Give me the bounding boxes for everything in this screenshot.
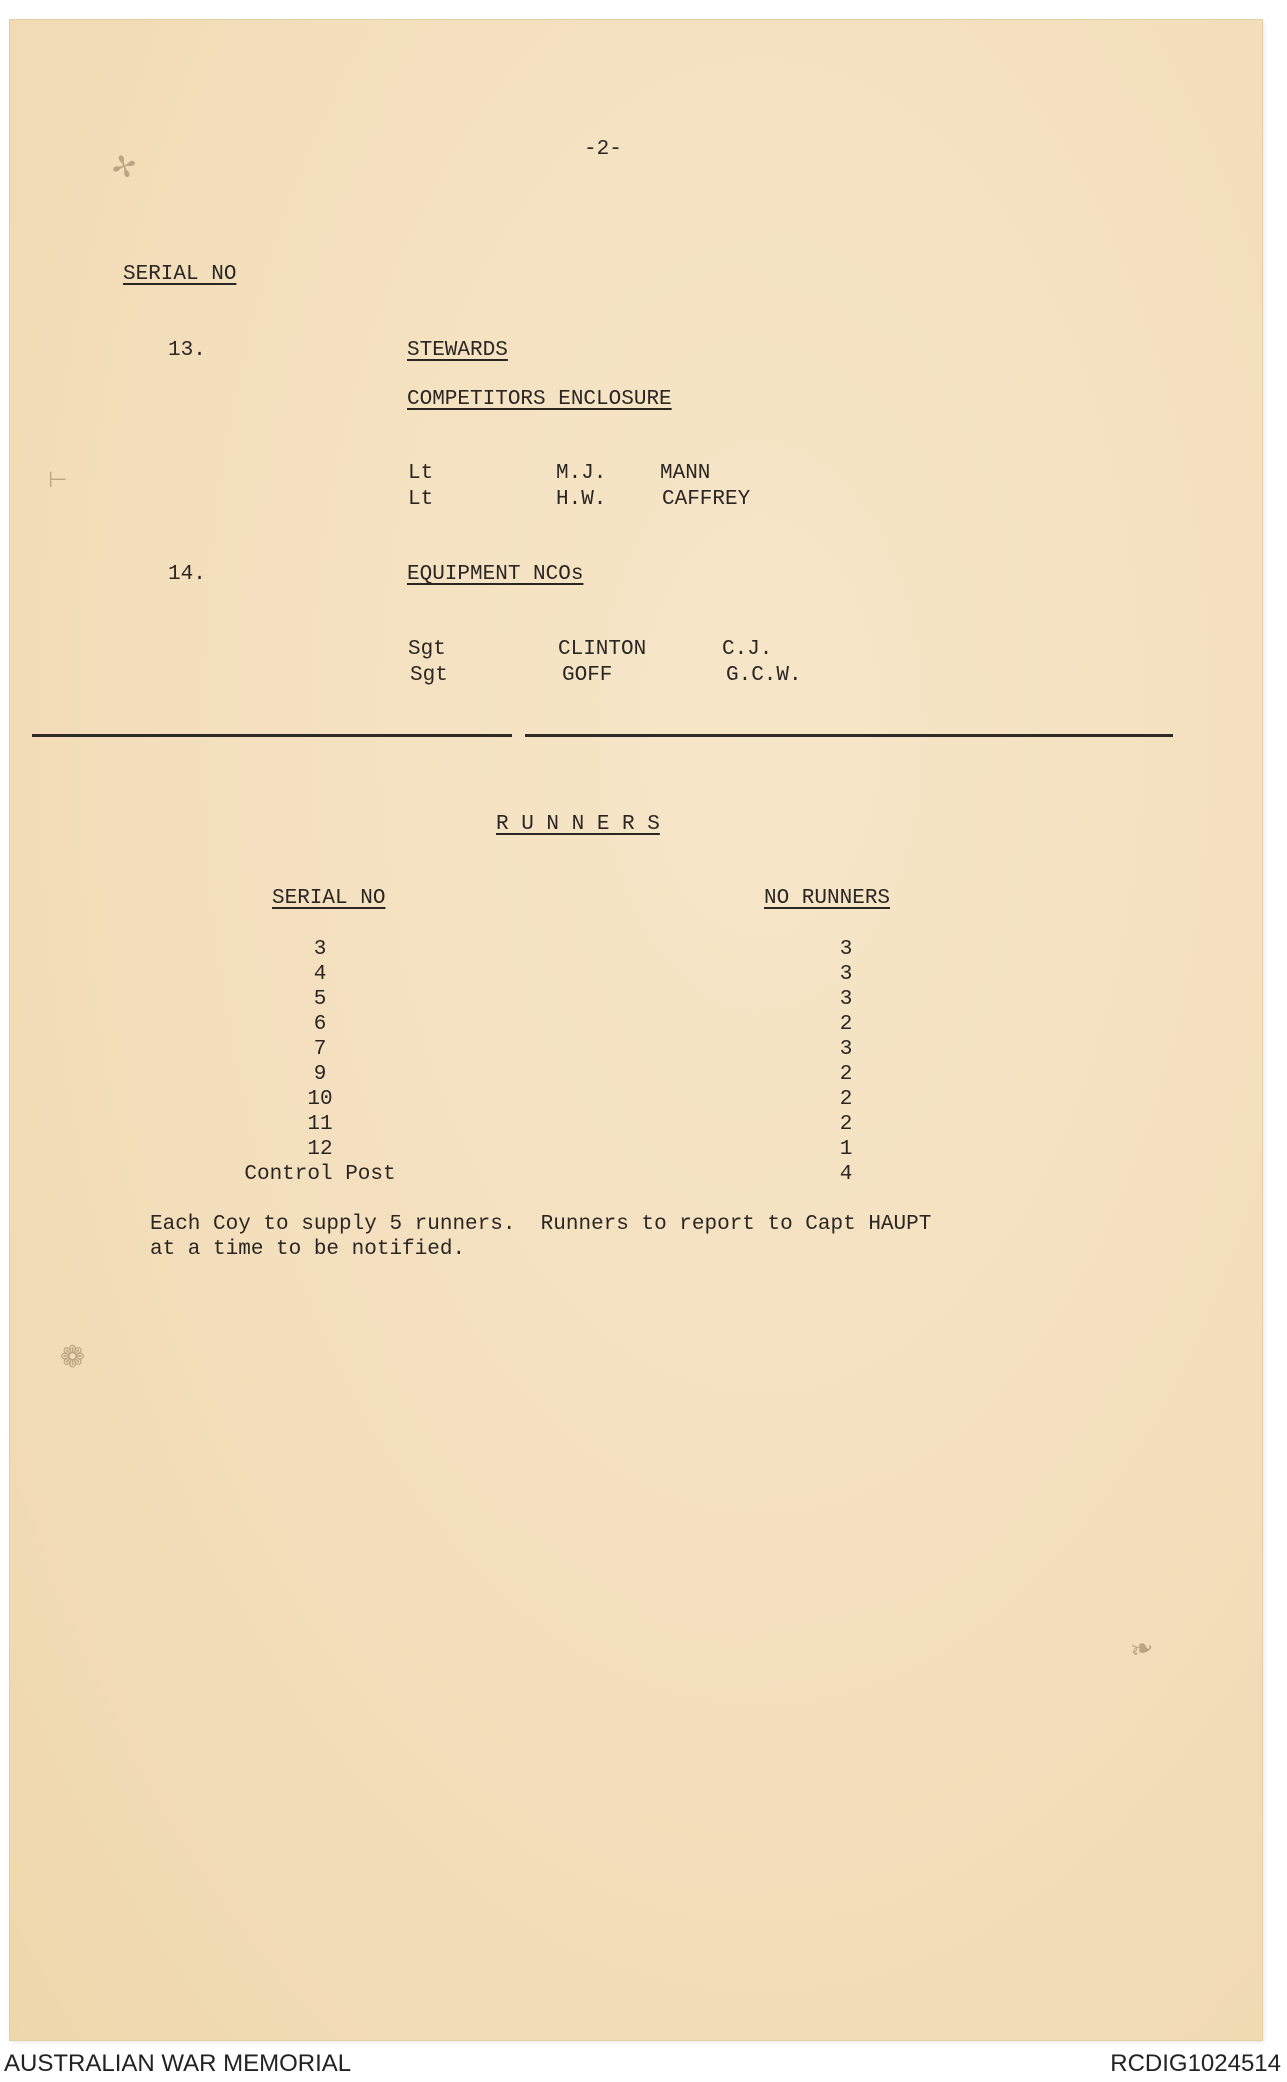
- name-cell: MANN: [660, 462, 711, 485]
- entry-subtitle-enclosure: COMPETITORS ENCLOSURE: [407, 388, 672, 411]
- runner-serial-cell: 4: [313, 963, 327, 986]
- rank-cell: Sgt: [410, 664, 448, 687]
- runner-count-cell: 3: [839, 988, 853, 1011]
- name-cell: CAFFREY: [662, 488, 751, 511]
- entry-title-equipment-ncos: EQUIPMENT NCOs: [407, 563, 584, 586]
- entry-serial-13: 13.: [168, 339, 206, 362]
- runner-count-cell: 2: [839, 1013, 853, 1036]
- runners-col-serial: SERIAL NO: [272, 887, 386, 910]
- rank-cell: Lt: [408, 488, 434, 511]
- runner-serial-cell: 7: [313, 1038, 327, 1061]
- runner-serial-cell: 3: [313, 938, 327, 961]
- runner-serial-cell: 11: [307, 1113, 333, 1136]
- paper-blemish: ❁: [60, 1340, 86, 1375]
- footer-record-id: RCDIG1024514: [1110, 2050, 1281, 2077]
- runner-count-cell: 1: [839, 1138, 853, 1161]
- name-cell: CLINTON: [558, 638, 647, 661]
- runner-count-cell: 3: [839, 938, 853, 961]
- runner-count-cell: 4: [839, 1163, 853, 1186]
- paper-blemish: ✢: [106, 146, 143, 189]
- runner-serial-cell: 12: [307, 1138, 333, 1161]
- paper-blemish: ❧: [1126, 1629, 1158, 1668]
- rank-cell: Lt: [408, 462, 434, 485]
- runner-count-cell: 2: [839, 1088, 853, 1111]
- page-number: -2-: [584, 138, 622, 161]
- initials-cell: G.C.W.: [726, 664, 802, 687]
- separator-rule: [525, 734, 1173, 737]
- rank-cell: Sgt: [408, 638, 446, 661]
- runner-serial-cell: 6: [313, 1013, 327, 1036]
- runners-title: R U N N E R S: [496, 813, 660, 836]
- name-cell: GOFF: [562, 664, 613, 687]
- runners-col-count: NO RUNNERS: [764, 887, 891, 910]
- runners-note-line-2: at a time to be notified.: [150, 1238, 466, 1261]
- runner-serial-cell: 9: [313, 1063, 327, 1086]
- runner-count-cell: 3: [839, 1038, 853, 1061]
- initials-cell: M.J.: [556, 462, 607, 485]
- runner-serial-cell: 5: [313, 988, 327, 1011]
- entry-title-stewards: STEWARDS: [407, 339, 508, 362]
- runner-serial-cell: 10: [307, 1088, 333, 1111]
- runner-count-cell: 3: [839, 963, 853, 986]
- paper-blemish: ⊢: [48, 468, 68, 493]
- runner-serial-cell: Control Post: [244, 1163, 396, 1186]
- runner-count-cell: 2: [839, 1113, 853, 1136]
- serial-no-heading: SERIAL NO: [123, 263, 237, 286]
- entry-serial-14: 14.: [168, 563, 206, 586]
- initials-cell: C.J.: [722, 638, 773, 661]
- separator-rule: [32, 734, 512, 737]
- runners-note-line-1: Each Coy to supply 5 runners. Runners to report to Capt HAUPT: [150, 1213, 932, 1236]
- initials-cell: H.W.: [556, 488, 607, 511]
- footer-archive-name: AUSTRALIAN WAR MEMORIAL: [4, 2050, 352, 2077]
- runner-count-cell: 2: [839, 1063, 853, 1086]
